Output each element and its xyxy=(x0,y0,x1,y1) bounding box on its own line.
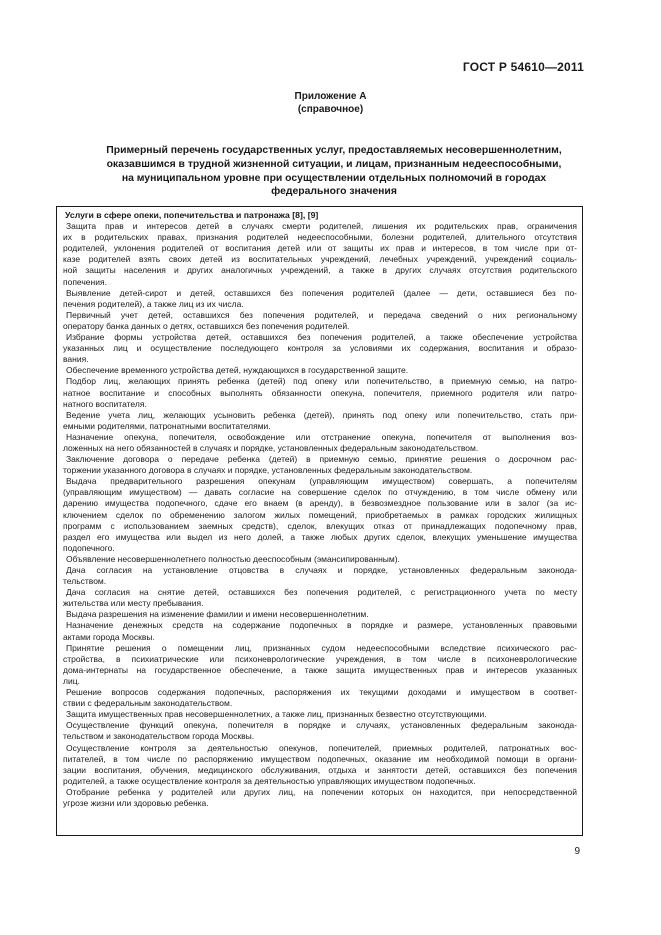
paragraph-line: Назначение денежных средств на содержание подопечных в порядке и размере, установленных правовыми xyxy=(66,620,577,631)
service-paragraph xyxy=(63,787,577,809)
service-paragraph xyxy=(63,476,577,554)
service-paragraph xyxy=(63,332,577,365)
paragraph-line: попечения. xyxy=(63,276,107,287)
paragraph-line: лиц. xyxy=(63,675,80,686)
paragraph-line: казе родителей взять своих детей из воспитательных учреждений, лечебных учреждений, учреждений социаль- xyxy=(63,254,577,265)
service-paragraph xyxy=(63,288,577,310)
paragraph-line: торжении указанного договора в случаях и порядке, установленных федеральным законодательством. xyxy=(63,465,473,476)
paragraph-line: (управляющим имуществом) — давать согласие на совершение сделок по отчуждению, в том числе обмену или xyxy=(63,487,577,498)
paragraph-line: родителей, а также осуществление контроля за деятельностью управляющих имуществом подопечных. xyxy=(63,775,476,786)
service-paragraph xyxy=(63,720,577,742)
paragraph-line: тельством. xyxy=(63,576,107,587)
service-paragraph xyxy=(63,565,577,587)
paragraph-line: Выдача предварительного разрешения опекунам (управляющим имуществом) совершать, а попечителям xyxy=(66,476,577,487)
title-line: на муниципальном уровне при осуществлении отдельных полномочий в городах xyxy=(121,172,547,184)
service-paragraph xyxy=(63,365,577,376)
service-paragraph xyxy=(63,432,577,454)
paragraph-line: Выявление детей-сирот и детей, оставшихся без попечения родителей (далее — дети, оставшиеся без по- xyxy=(66,287,577,298)
paragraph-line: Отобрание ребенка у родителей или других лиц, на попечении которых он находится, при непосредственной xyxy=(66,786,577,797)
service-paragraph xyxy=(63,554,577,565)
paragraph-line: Выдача разрешения на изменение фамилии и имени несовершеннолетним. xyxy=(66,609,369,620)
paragraph-line: подопечного. xyxy=(63,542,115,553)
service-paragraph xyxy=(63,743,577,787)
service-paragraph xyxy=(63,643,577,687)
paragraph-line: жительства или месту пребывания. xyxy=(63,598,204,609)
paragraph-line: печения родителей), а также лиц из их числа. xyxy=(63,298,244,309)
service-paragraph xyxy=(63,376,577,409)
document-number: ГОСТ Р 54610—2011 xyxy=(462,60,584,74)
paragraph-line: вания. xyxy=(63,354,89,365)
paragraph-line: указанных лиц и осуществление последующего контроля за условиями их содержания, воспитания и образо- xyxy=(63,343,577,354)
appendix-type: (справочное) xyxy=(297,104,364,115)
paragraph-line: натное воспитание и способных выполнять обязанности опекуна, попечителя, приемного родителя или патро- xyxy=(63,387,577,398)
paragraph-line: Дача согласия на установление отцовства в случаях и порядке, установленных федеральным законода- xyxy=(66,565,577,575)
paragraph-line: дарению имущества подопечного, сдаче его внаем (в аренду), в безвозмездное пользование или в залог (за ис- xyxy=(63,498,577,509)
service-paragraph xyxy=(63,587,577,609)
paragraph-line: Объявление несовершеннолетнего полностью дееспособным (эмансипированным). xyxy=(66,553,400,564)
paragraph-line: Ведение учета лиц, желающих усыновить ребенка (детей), принять под опеку или попечительство, стать при- xyxy=(66,409,577,420)
service-paragraph xyxy=(63,454,577,476)
service-paragraph xyxy=(63,709,577,720)
paragraph-line: Защита имущественных прав несовершеннолетних, а также лиц, признанных безвестно отсутствующими. xyxy=(66,709,487,720)
paragraph-line: Первичный учет детей, оставшихся без попечения родителей, и передача сведений о них региональному xyxy=(66,309,577,320)
title-line: федерального значения xyxy=(271,186,397,198)
services-list xyxy=(63,210,577,809)
paragraph-line: Защита прав и интересов детей в случаях смерти родителей, лишения их родительских прав, ограничения xyxy=(66,221,577,232)
appendix-heading xyxy=(0,90,661,116)
paragraph-line: оператору банка данных о детях, оставшихся без попечения родителей. xyxy=(63,320,350,331)
page-number: 9 xyxy=(574,846,580,857)
paragraph-line: ной защиты населения и других аналогичных учреждений, а также в других случаях отсутствия родительского xyxy=(63,265,577,276)
paragraph-line: угрозе жизни или здоровью ребенка. xyxy=(63,797,209,808)
service-paragraph xyxy=(63,410,577,432)
paragraph-line: Дача согласия на снятие детей, оставшихся без попечения родителей, с регистрационного учета по месту xyxy=(66,587,577,598)
paragraph-line: ложенных на него обязанностей в случаях и порядке, установленных федеральным законодательством. xyxy=(63,442,479,453)
paragraph-line: питателей, в том числе по распоряжению имуществом подопечных, оказание им необходимой помощи в органи- xyxy=(63,753,577,764)
appendix-label: Приложение А xyxy=(294,91,367,102)
paragraph-line: Избрание формы устройства детей, оставшихся без попечения родителей, а также обеспечение устройства xyxy=(66,332,577,343)
paragraph-line: зации воспитания, обучения, медицинского обслуживания, отдыха и занятости детей, оставшихся без попечения xyxy=(63,764,577,775)
service-paragraph xyxy=(63,620,577,642)
paragraph-line: Решение вопросов содержания подопечных, распоряжения их текущими доходами и имуществом в соответ- xyxy=(66,687,577,698)
section-heading: Услуги в сфере опеки, попечительства и патронажа [8], [9] xyxy=(65,210,319,220)
paragraph-line: раздел его имущества или выдел из него долей, а также любых других сделок, влекущих уменьшение имущества xyxy=(63,531,577,542)
title-line: Примерный перечень государственных услуг, предоставляемых несовершеннолетним, xyxy=(106,145,562,156)
service-paragraph xyxy=(63,221,577,288)
paragraph-line: Подбор лиц, желающих принять ребенка (детей) под опеку или попечительство, в приемную семью, на патро- xyxy=(66,376,577,387)
paragraph-line: Принятие решения о помещении лиц, признанных судом недееспособными вследствие психического рас- xyxy=(66,642,577,653)
paragraph-line: тельством и законодательством города Москвы. xyxy=(63,731,255,742)
paragraph-line: Осуществление контроля за деятельностью опекунов, попечителей, приемных родителей, патронатных вос- xyxy=(66,742,577,753)
service-paragraph xyxy=(63,609,577,620)
paragraph-line: Назначение опекуна, попечителя, освобождение или отстранение опекуна, попечителя от выполнения воз- xyxy=(66,431,577,442)
title-line: оказавшимся в трудной жизненной ситуации, и лицам, признанным недееспособными, xyxy=(106,158,562,170)
paragraph-line: ствии с федеральным законодательством. xyxy=(63,698,233,709)
service-paragraph xyxy=(63,310,577,332)
appendix-title xyxy=(56,144,612,199)
paragraph-line: стройства, в психиатрические или психоневрологические учреждения, в том числе в психоневрологические xyxy=(63,653,577,664)
paragraph-line: ключением сделок по обременению залогом жилых помещений, приобретаемых в рамках городских жилищных xyxy=(63,509,577,520)
paragraph-line: Осуществление функций опекуна, попечителя в порядке и случаях, установленных федеральным законода- xyxy=(66,720,577,731)
paragraph-line: родителей, уклонения родителей от воспитания детей или от защиты их прав и интересов, в том числе при от- xyxy=(63,243,577,254)
paragraph-line: дома-интернаты на государственное обеспечение, а также защита имущественных прав и интересов указанных xyxy=(63,664,577,675)
paragraph-line: программ с использованием заемных средств), сделок, влекущих отказ от принадлежащих подопечному прав, xyxy=(63,520,577,531)
paragraph-line: Заключение договора о передаче ребенка (детей) в приемную семью, принятие решения о досрочном рас- xyxy=(66,454,577,465)
paragraph-line: натного воспитателя. xyxy=(63,398,147,409)
paragraph-line: их в родительских правах, признания родителей недееспособными, болезни родителей, длительного отсутствия xyxy=(63,232,577,243)
paragraph-line: Обеспечение временного устройства детей, нуждающихся в государственной защите. xyxy=(66,365,409,376)
paragraph-line: емными родителями, патронатными воспитателями. xyxy=(63,420,271,431)
paragraph-line: актами города Москвы. xyxy=(63,631,155,642)
service-paragraph xyxy=(63,687,577,709)
